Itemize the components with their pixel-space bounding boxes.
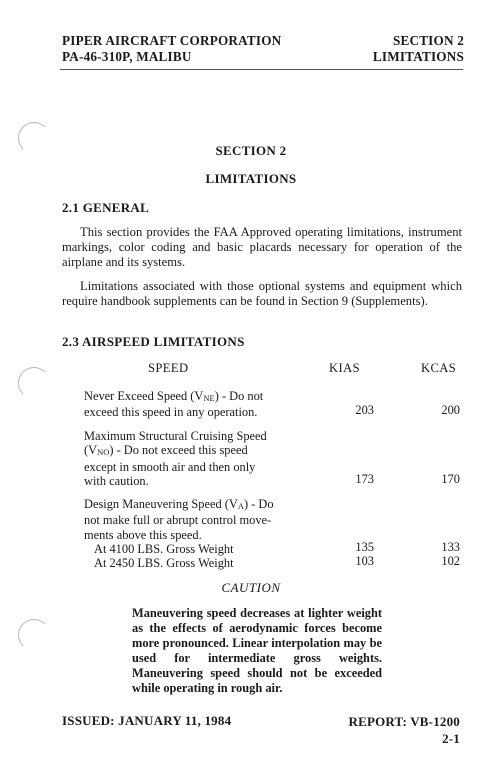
footer-right [330,713,460,747]
section-subtitle: LIMITATIONS [205,171,297,186]
general-heading: 2.1 GENERAL [62,200,150,215]
column-header-speed: SPEED [148,361,189,375]
vne-kias: 203 [355,403,374,417]
general-paragraph-1: This section provides the FAA Approved operating limitations, instrument markings, color coding and basic placards necessary for operation of the airplane and its systems. [62,225,462,269]
vno-kcas: 170 [441,472,460,486]
header-section-name: LIMITATIONS [372,49,464,64]
caution-text: Maneuvering speed decreases at lighter weight as the effects of aerodynamic forces become more pronounced. Linear interpolation may be used for intermediate gross weights. Maneuvering speed should not be exceeded while operating in rough air. [132,606,382,695]
column-header-kias: KIAS [329,361,360,375]
va-weight-2-kcas: 102 [441,554,460,568]
footer-report: REPORT: VB-1200 [348,714,460,729]
va-line-2: not make full or abrupt control move- [84,513,272,528]
column-header-kcas: KCAS [421,361,457,375]
va-weight-2-label: At 2450 LBS. Gross Weight [94,556,234,571]
va-weight-1-kcas: 133 [441,540,460,554]
vne-line-2: exceed this speed in any operation. [84,405,258,420]
header-company: PIPER AIRCRAFT CORPORATION [62,33,282,48]
footer-page-number: 2-1 [442,731,460,746]
header-section: SECTION 2 [392,33,464,48]
vno-kias: 173 [355,472,374,486]
header-model: PA-46-310P, MALIBU [62,49,192,64]
caution-title: CAUTION [221,580,281,595]
section-title: SECTION 2 [215,143,287,158]
vne-kcas: 200 [441,403,460,417]
vne-description [84,389,314,420]
punch-hole-mark-middle [18,367,50,399]
general-paragraph-2: Limitations associated with those optional systems and equipment which require handbook supplements can be found in Section 9 (Supplements). [62,279,462,308]
vno-description [84,429,314,488]
airspeed-heading: 2.3 AIRSPEED LIMITATIONS [62,334,245,349]
vne-line-1: Never Exceed Speed (VNE) - Do not [84,389,264,403]
vno-line-2: (VNO) - Do not exceed this speed [84,443,248,458]
va-weight-1-kias: 135 [355,540,374,554]
header-left [62,33,281,65]
vno-line-1: Maximum Structural Cruising Speed [84,429,267,443]
va-description [84,497,314,570]
vno-line-4: with caution. [84,473,149,488]
punch-hole-mark-bottom [18,619,50,651]
footer-issued: ISSUED: JANUARY 11, 1984 [62,713,232,728]
va-line-3: ments above this speed. [84,527,202,542]
vno-line-3: except in smooth air and then only [84,459,256,474]
header-right [364,33,464,65]
va-weight-2-kias: 103 [355,554,374,568]
va-weight-1-label: At 4100 LBS. Gross Weight [94,541,234,556]
va-line-1: Design Maneuvering Speed (VA) - Do [84,497,274,511]
header-rule [60,69,463,70]
